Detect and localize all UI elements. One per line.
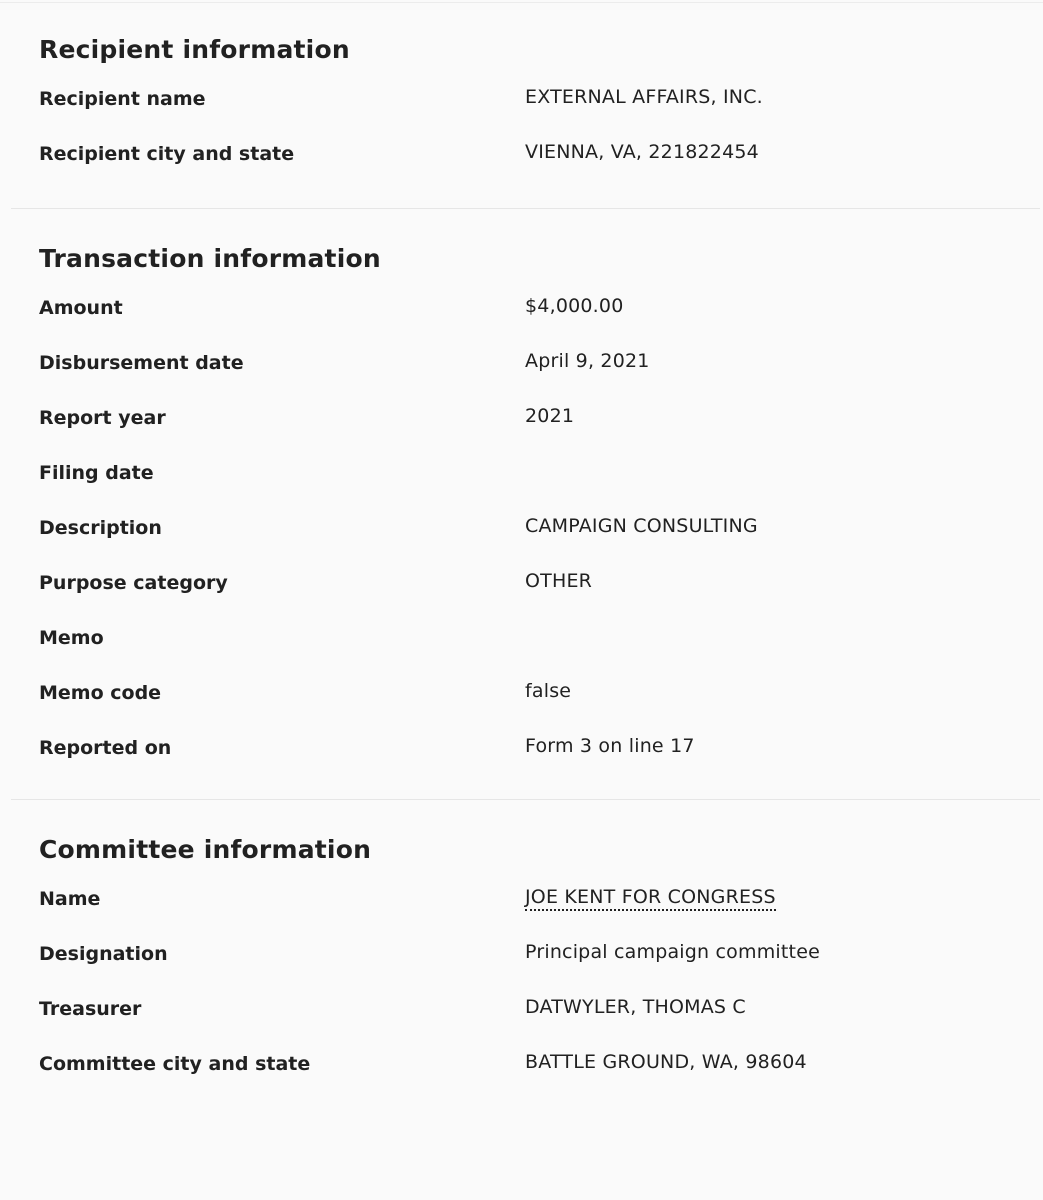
section-heading-transaction: Transaction information [39,244,381,273]
purpose-category-value: OTHER [525,570,593,592]
filing-date-row [39,460,1040,515]
report-year-row [39,405,1040,460]
memo-row [39,625,1040,680]
committee-city-state-value: BATTLE GROUND, WA, 98604 [525,1051,807,1073]
reported-on-label: Reported on [39,737,172,759]
designation-value: Principal campaign committee [525,941,820,963]
memo-label: Memo [39,627,104,649]
memo-code-row [39,680,1040,735]
purpose-category-row [39,570,1040,625]
committee-city-state-label: Committee city and state [39,1053,311,1075]
committee-information-section [11,799,1040,1192]
section-heading-recipient: Recipient information [39,35,350,64]
recipient-city-state-value: VIENNA, VA, 221822454 [525,141,759,163]
disbursement-date-row [39,350,1040,405]
reported-on-row [39,735,1040,790]
amount-value: $4,000.00 [525,295,624,317]
treasurer-value: DATWYLER, THOMAS C [525,996,746,1018]
committee-name-row [39,886,1040,941]
disbursement-date-value: April 9, 2021 [525,350,650,372]
committee-name-label: Name [39,888,101,910]
recipient-name-label: Recipient name [39,88,206,110]
recipient-city-state-label: Recipient city and state [39,143,295,165]
description-value: CAMPAIGN CONSULTING [525,515,758,537]
designation-row [39,941,1040,996]
amount-label: Amount [39,297,123,319]
disbursement-date-label: Disbursement date [39,352,244,374]
reported-on-value: Form 3 on line 17 [525,735,695,757]
filing-date-label: Filing date [39,462,154,484]
treasurer-row [39,996,1040,1051]
recipient-name-value: EXTERNAL AFFAIRS, INC. [525,86,763,108]
section-heading-committee: Committee information [39,835,372,864]
report-year-label: Report year [39,407,166,429]
purpose-category-label: Purpose category [39,572,228,594]
memo-code-value: false [525,680,572,702]
transaction-information-section [11,208,1040,799]
description-row [39,515,1040,570]
amount-row [39,295,1040,350]
designation-label: Designation [39,943,168,965]
committee-name-link[interactable]: JOE KENT FOR CONGRESS [525,886,776,911]
committee-city-state-row [39,1051,1040,1106]
recipient-city-state-row [39,141,1040,196]
report-year-value: 2021 [525,405,575,427]
description-label: Description [39,517,162,539]
recipient-name-row [39,86,1040,141]
committee-name-value [525,884,776,910]
treasurer-label: Treasurer [39,998,142,1020]
recipient-information-section [11,0,1040,208]
memo-code-label: Memo code [39,682,162,704]
